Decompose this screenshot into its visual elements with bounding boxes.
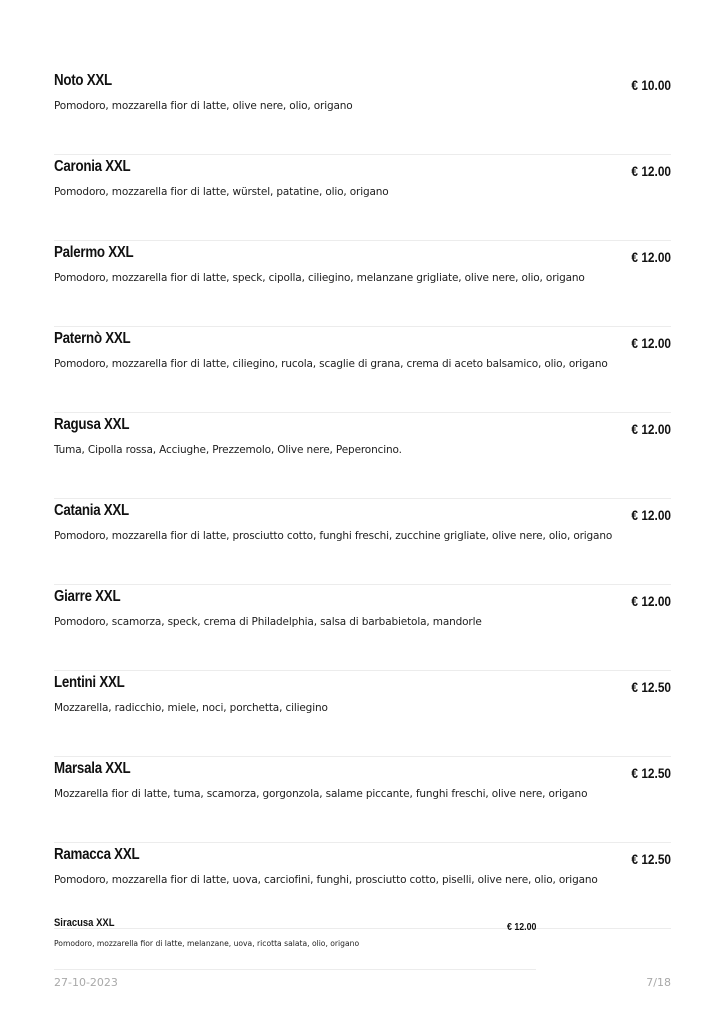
item-price: € 12.00 (631, 250, 671, 265)
item-description: Mozzarella, radicchio, miele, noci, porchetta, ciliegino (54, 702, 328, 714)
item-description: Tuma, Cipolla rossa, Acciughe, Prezzemolo, Olive nere, Peperoncino. (54, 444, 402, 456)
item-description: Pomodoro, mozzarella fior di latte, würstel, patatine, olio, origano (54, 186, 389, 198)
item-price: € 12.00 (631, 336, 671, 351)
item-name: Siracusa XXL (54, 917, 115, 929)
item-name: Paternò XXL (54, 330, 131, 347)
item-name: Caronia XXL (54, 158, 131, 175)
footer-date: 27-10-2023 (54, 976, 118, 989)
page-number: 7/18 (646, 976, 671, 989)
item-description: Mozzarella fior di latte, tuma, scamorza, gorgonzola, salame piccante, funghi freschi, olive nere, origano (54, 788, 588, 800)
item-description: Pomodoro, mozzarella fior di latte, melanzane, uova, ricotta salata, olio, origano (54, 939, 360, 948)
menu-item (54, 672, 671, 757)
item-price: € 12.50 (631, 766, 671, 781)
item-description: Pomodoro, mozzarella fior di latte, prosciutto cotto, funghi freschi, zucchine grigliate, olive nere, olio, origano (54, 530, 613, 542)
item-price: € 12.00 (631, 164, 671, 179)
menu-item (54, 586, 671, 671)
item-name: Noto XXL (54, 72, 112, 89)
item-name: Ramacca XXL (54, 846, 140, 863)
menu-item-small (54, 915, 536, 970)
menu-item (54, 758, 671, 843)
item-price: € 12.00 (631, 422, 671, 437)
item-name: Ragusa XXL (54, 416, 130, 433)
menu-item (54, 156, 671, 241)
item-price: € 10.00 (631, 78, 671, 93)
item-price: € 12.50 (631, 680, 671, 695)
menu-list (54, 70, 671, 930)
item-price: € 12.00 (631, 594, 671, 609)
item-name: Giarre XXL (54, 588, 121, 605)
menu-item (54, 414, 671, 499)
item-name: Palermo XXL (54, 244, 134, 261)
menu-item (54, 70, 671, 155)
item-price: € 12.50 (631, 852, 671, 867)
item-description: Pomodoro, mozzarella fior di latte, olive nere, olio, origano (54, 100, 353, 112)
menu-item (54, 328, 671, 413)
item-price: € 12.00 (631, 508, 671, 523)
item-name: Catania XXL (54, 502, 129, 519)
item-description: Pomodoro, scamorza, speck, crema di Philadelphia, salsa di barbabietola, mandorle (54, 616, 482, 628)
item-description: Pomodoro, mozzarella fior di latte, ciliegino, rucola, scaglie di grana, crema di aceto balsamico, olio, origano (54, 358, 608, 370)
item-price: € 12.00 (506, 922, 536, 933)
item-name: Marsala XXL (54, 760, 131, 777)
menu-item (54, 500, 671, 585)
menu-item (54, 242, 671, 327)
item-name: Lentini XXL (54, 674, 125, 691)
item-description: Pomodoro, mozzarella fior di latte, uova, carciofini, funghi, prosciutto cotto, piselli, olive nere, olio, origano (54, 874, 598, 886)
item-description: Pomodoro, mozzarella fior di latte, speck, cipolla, ciliegino, melanzane grigliate, olive nere, olio, origano (54, 272, 585, 284)
